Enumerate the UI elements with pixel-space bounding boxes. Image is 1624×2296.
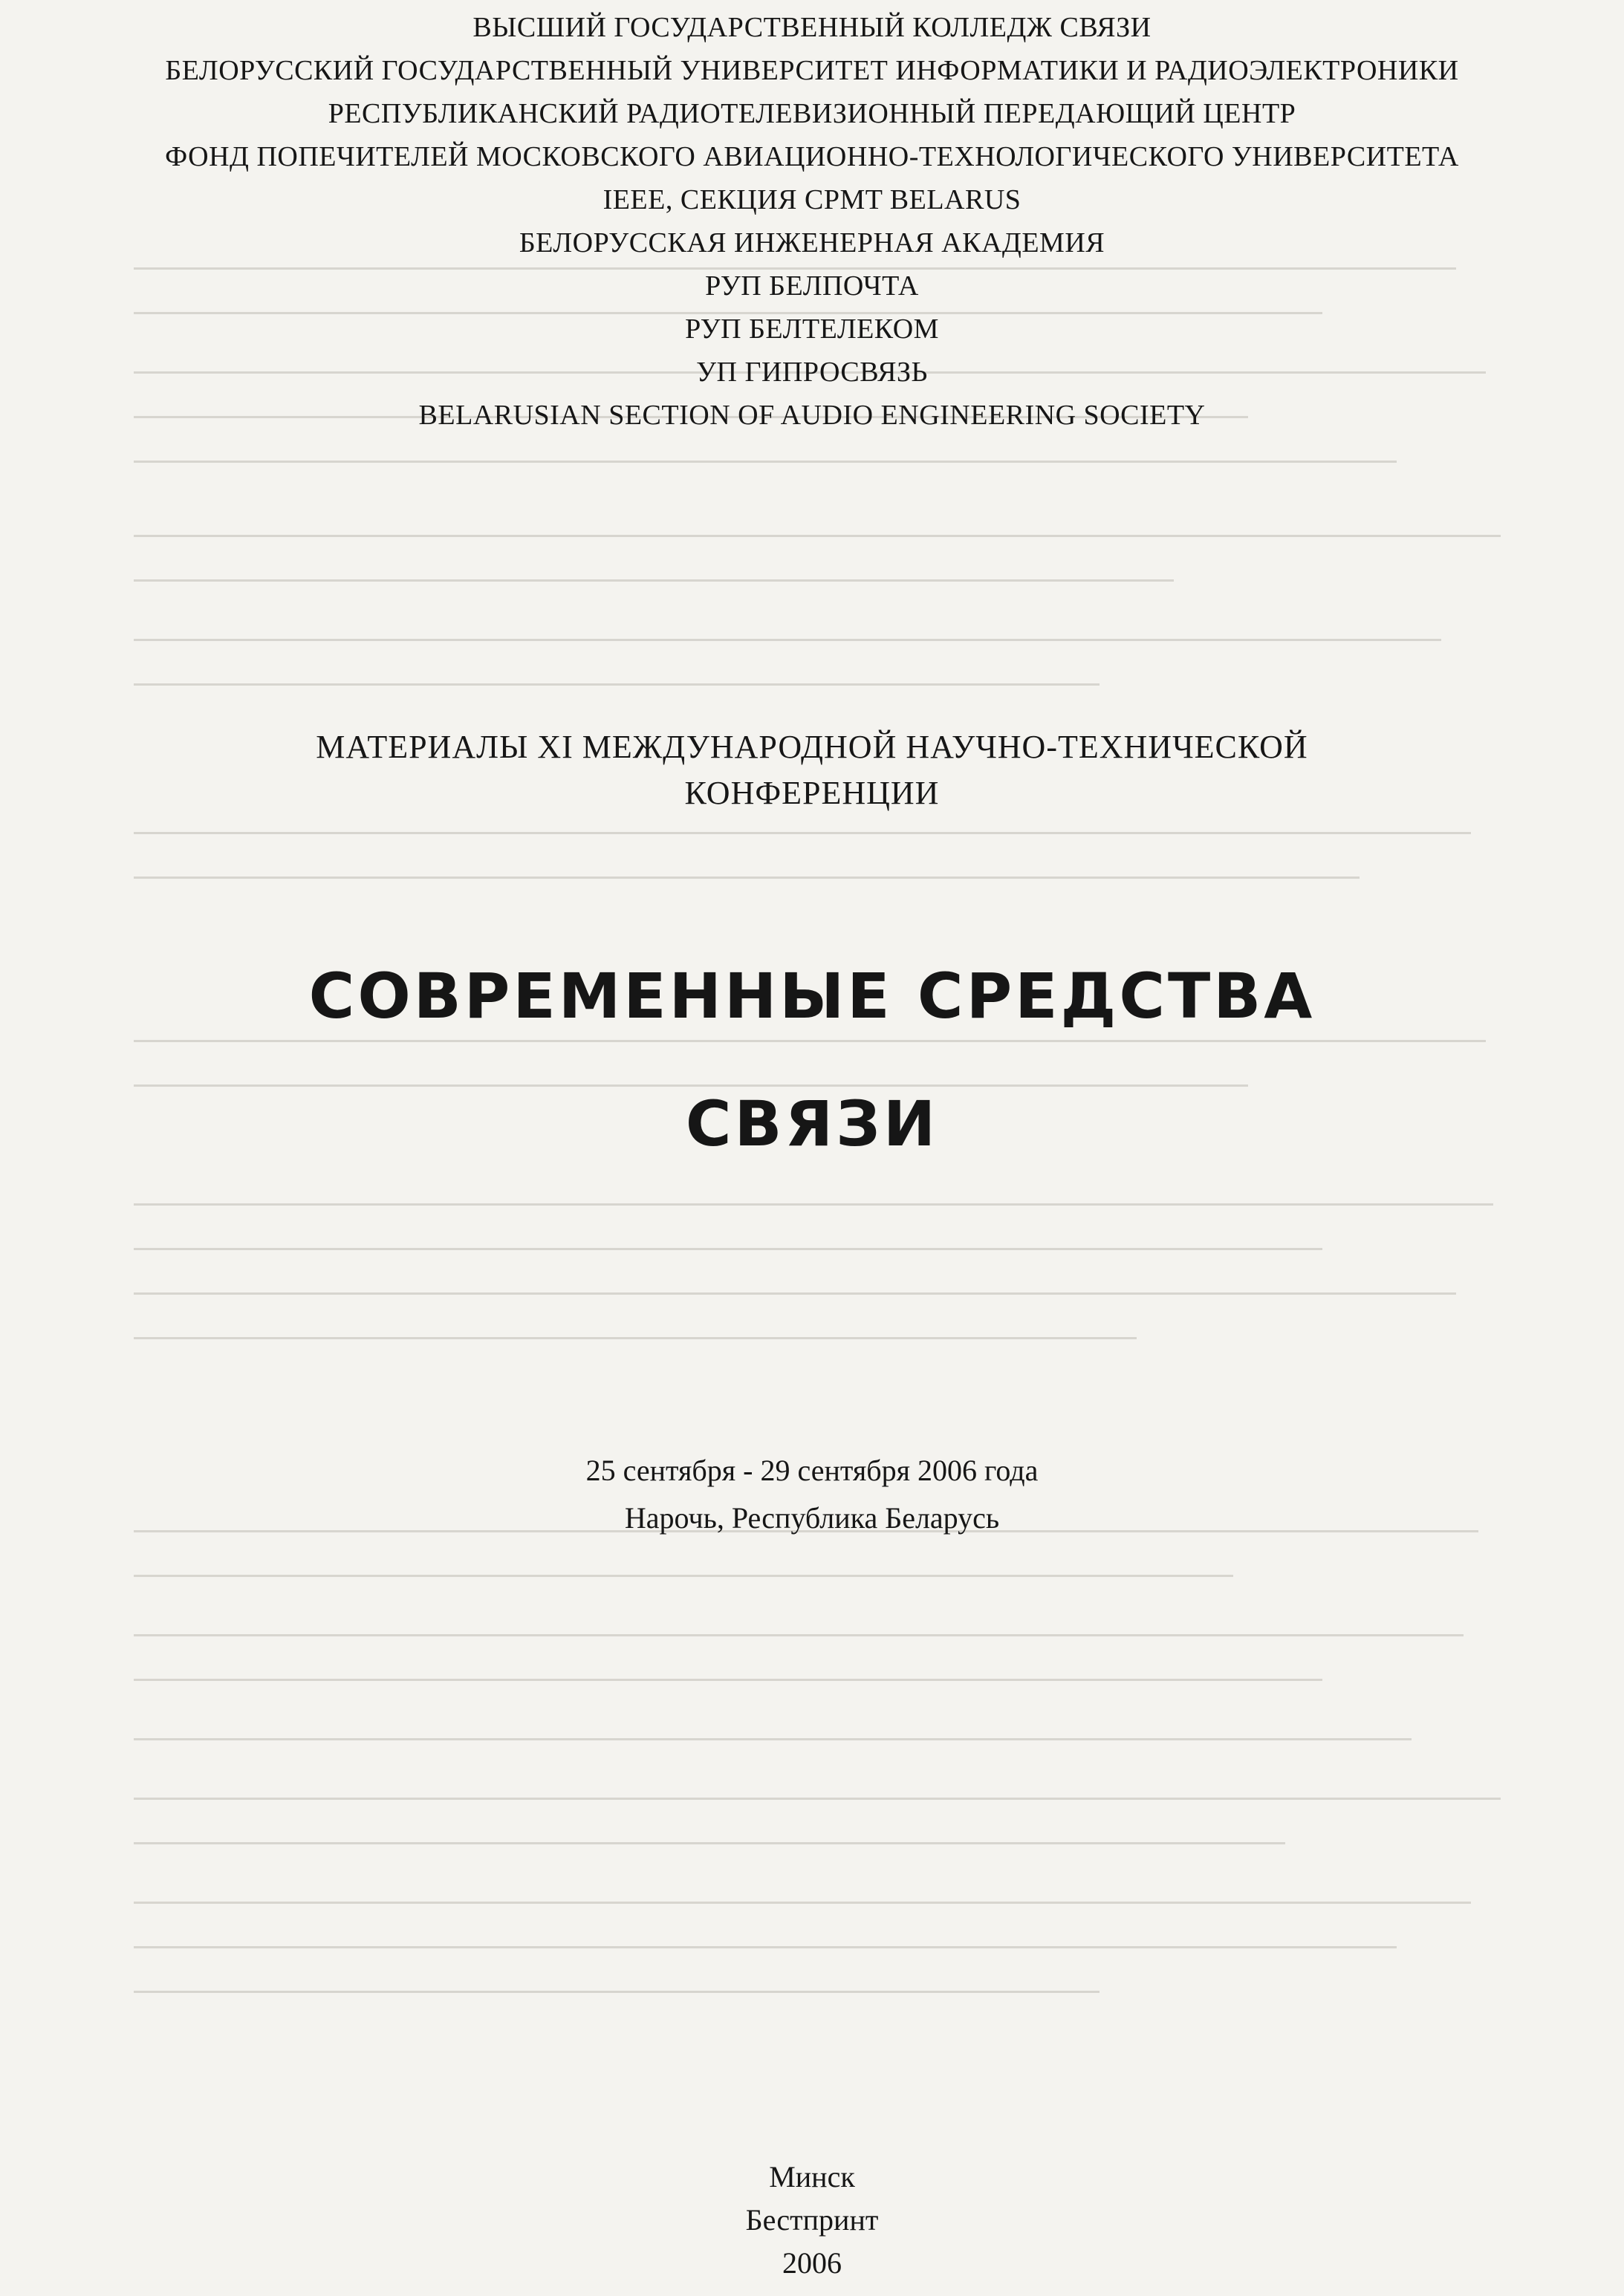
materials-line-2: КОНФЕРЕНЦИИ: [684, 775, 940, 811]
organizer-line: РУП БЕЛТЕЛЕКОМ: [685, 313, 939, 345]
organizer-line: БЕЛОРУССКИЙ ГОСУДАРСТВЕННЫЙ УНИВЕРСИТЕТ ИНФОРМАТИКИ И РАДИОЭЛЕКТРОНИКИ: [165, 55, 1459, 86]
show-through-line: [134, 683, 1100, 686]
show-through-line: [134, 1738, 1412, 1740]
show-through-line: [134, 1337, 1137, 1339]
organizer-line: ФОНД ПОПЕЧИТЕЛЕЙ МОСКОВСКОГО АВИАЦИОННО-ТЕХНОЛОГИЧЕСКОГО УНИВЕРСИТЕТА: [165, 141, 1459, 172]
show-through-line: [134, 1991, 1100, 1993]
reverse-side-show-through: [119, 223, 1530, 2228]
show-through-line: [134, 579, 1174, 582]
organizer-line: IEEE, СЕКЦИЯ CPMT BELARUS: [602, 184, 1022, 215]
show-through-line: [134, 1292, 1456, 1295]
book-title: [0, 932, 1624, 1188]
organizer-line: РЕСПУБЛИКАНСКИЙ РАДИОТЕЛЕВИЗИОННЫЙ ПЕРЕДАЮЩИЙ ЦЕНТР: [328, 98, 1296, 129]
imprint-year: 2006: [782, 2246, 842, 2280]
title-line-2: СВЯЗИ: [685, 1087, 939, 1160]
organizers-list: [0, 6, 1624, 437]
title-line-1: СОВРЕМЕННЫЕ СРЕДСТВА: [308, 960, 1316, 1032]
show-through-line: [134, 1902, 1471, 1904]
event-details: [0, 1447, 1624, 1542]
organizer-line: БЕЛОРУССКАЯ ИНЖЕНЕРНАЯ АКАДЕМИЯ: [519, 227, 1105, 258]
show-through-line: [134, 832, 1471, 834]
organizer-line: ВЫСШИЙ ГОСУДАРСТВЕННЫЙ КОЛЛЕДЖ СВЯЗИ: [472, 12, 1152, 43]
organizer-line: BELARUSIAN SECTION OF AUDIO ENGINEERING SOCIETY: [418, 400, 1206, 431]
show-through-line: [134, 1679, 1322, 1681]
materials-line-1: МАТЕРИАЛЫ XI МЕЖДУНАРОДНОЙ НАУЧНО-ТЕХНИЧЕСКОЙ: [316, 729, 1308, 765]
conference-materials-heading: [0, 724, 1624, 816]
show-through-line: [134, 535, 1501, 537]
show-through-line: [134, 1634, 1464, 1636]
organizer-line: УП ГИПРОСВЯЗЬ: [696, 357, 928, 388]
show-through-line: [134, 1575, 1233, 1577]
publication-imprint: [0, 2156, 1624, 2285]
show-through-line: [134, 1248, 1322, 1250]
event-place: Нарочь, Республика Беларусь: [624, 1501, 1000, 1535]
imprint-publisher: Бестпринт: [745, 2203, 879, 2237]
show-through-line: [134, 1842, 1285, 1844]
show-through-line: [134, 461, 1397, 463]
show-through-line: [134, 639, 1441, 641]
show-through-line: [134, 1203, 1493, 1206]
event-dates: 25 сентября - 29 сентября 2006 года: [585, 1454, 1039, 1487]
imprint-city: Минск: [769, 2160, 855, 2193]
show-through-line: [134, 1798, 1501, 1800]
organizer-line: РУП БЕЛПОЧТА: [705, 270, 919, 302]
show-through-line: [134, 1946, 1397, 1948]
show-through-line: [134, 877, 1360, 879]
